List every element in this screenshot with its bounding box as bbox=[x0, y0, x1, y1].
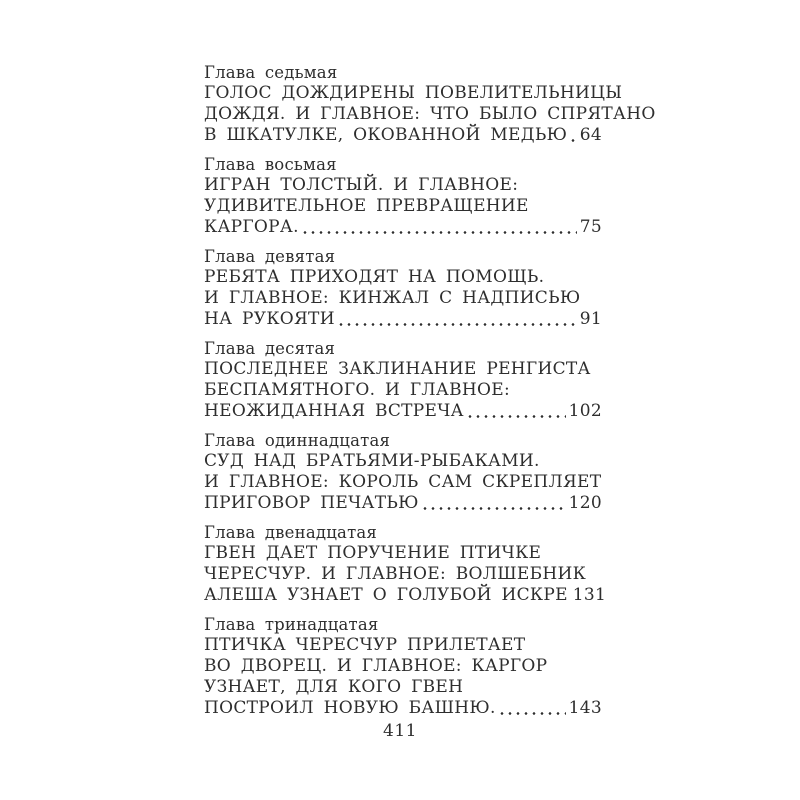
dot-leader bbox=[569, 125, 577, 146]
toc-entry bbox=[204, 154, 602, 238]
chapter-title-line: ГВЕН ДАЕТ ПОРУЧЕНИЕ ПТИЧКЕ bbox=[204, 543, 542, 563]
chapter-title-text: В ШКАТУЛКЕ, ОКОВАННОЙ МЕДЬЮ bbox=[204, 125, 568, 145]
chapter-title-last-line bbox=[204, 585, 607, 606]
chapter-page-number: 131 bbox=[572, 585, 607, 605]
chapter-title-text: ПРИГОВОР ПЕЧАТЬЮ bbox=[204, 493, 419, 513]
chapter-title-line: ПТИЧКА ЧЕРЕСЧУР ПРИЛЕТАЕТ bbox=[204, 635, 526, 655]
chapter-title-line: УДИВИТЕЛЬНОЕ ПРЕВРАЩЕНИЕ bbox=[204, 196, 529, 216]
chapter-title-last-line bbox=[204, 401, 602, 422]
chapter-title-line: РЕБЯТА ПРИХОДЯТ НА ПОМОЩЬ. bbox=[204, 267, 545, 287]
dot-leader bbox=[337, 309, 577, 330]
chapter-label: Глава тринадцатая bbox=[204, 615, 379, 634]
toc-entry bbox=[204, 338, 602, 422]
toc-entry bbox=[204, 430, 602, 514]
chapter-title-line: ГОЛОС ДОЖДИРЕНЫ ПОВЕЛИТЕЛЬНИЦЫ bbox=[204, 83, 623, 103]
chapter-label: Глава восьмая bbox=[204, 155, 337, 174]
chapter-title-line: УЗНАЕТ, ДЛЯ КОГО ГВЕН bbox=[204, 677, 464, 697]
chapter-title-last-line bbox=[204, 698, 602, 719]
toc-entry bbox=[204, 62, 656, 146]
toc-entry bbox=[204, 246, 602, 330]
chapter-title-line: ПОСЛЕДНЕЕ ЗАКЛИНАНИЕ РЕНГИСТА bbox=[204, 359, 591, 379]
chapter-title-line: И ГЛАВНОЕ: КИНЖАЛ С НАДПИСЬЮ bbox=[204, 288, 581, 308]
dot-leader bbox=[498, 698, 566, 719]
table-of-contents bbox=[204, 62, 656, 727]
chapter-label: Глава девятая bbox=[204, 247, 336, 266]
chapter-label: Глава одиннадцатая bbox=[204, 431, 391, 450]
chapter-title-text: НЕОЖИДАННАЯ ВСТРЕЧА bbox=[204, 401, 464, 421]
chapter-label: Глава седьмая bbox=[204, 63, 338, 82]
toc-entry bbox=[204, 614, 602, 719]
chapter-title-line: И ГЛАВНОЕ: КОРОЛЬ САМ СКРЕПЛЯЕТ bbox=[204, 472, 602, 492]
page-folio-number: 411 bbox=[383, 721, 417, 741]
chapter-title-last-line bbox=[204, 493, 602, 514]
chapter-title-line: ВО ДВОРЕЦ. И ГЛАВНОЕ: КАРГОР bbox=[204, 656, 548, 676]
chapter-title-last-line bbox=[204, 309, 602, 330]
chapter-title-line: ДОЖДЯ. И ГЛАВНОЕ: ЧТО БЫЛО СПРЯТАНО bbox=[204, 104, 656, 124]
chapter-title-line: СУД НАД БРАТЬЯМИ-РЫБАКАМИ. bbox=[204, 451, 540, 471]
chapter-title-text: НА РУКОЯТИ bbox=[204, 309, 335, 329]
toc-entry bbox=[204, 522, 607, 606]
chapter-title-line: ЧЕРЕСЧУР. И ГЛАВНОЕ: ВОЛШЕБНИК bbox=[204, 564, 587, 584]
chapter-title-line: ИГРАН ТОЛСТЫЙ. И ГЛАВНОЕ: bbox=[204, 175, 519, 195]
chapter-page-number: 102 bbox=[568, 401, 602, 421]
chapter-page-number: 143 bbox=[568, 698, 602, 718]
chapter-title-last-line bbox=[204, 125, 602, 146]
dot-leader bbox=[421, 493, 566, 514]
dot-leader bbox=[301, 217, 577, 238]
chapter-page-number: 64 bbox=[579, 125, 602, 145]
chapter-title-last-line bbox=[204, 217, 602, 238]
chapter-page-number: 91 bbox=[579, 309, 602, 329]
chapter-title-text: ПОСТРОИЛ НОВУЮ БАШНЮ. bbox=[204, 698, 496, 718]
dot-leader bbox=[466, 401, 566, 422]
chapter-page-number: 120 bbox=[568, 493, 602, 513]
chapter-label: Глава десятая bbox=[204, 339, 336, 358]
chapter-label: Глава двенадцатая bbox=[204, 523, 378, 542]
chapter-page-number: 75 bbox=[579, 217, 602, 237]
chapter-title-text: АЛЕША УЗНАЕТ О ГОЛУБОЙ ИСКРЕ bbox=[204, 585, 568, 605]
chapter-title-line: БЕСПАМЯТНОГО. И ГЛАВНОЕ: bbox=[204, 380, 510, 400]
chapter-title-text: КАРГОРА. bbox=[204, 217, 299, 237]
